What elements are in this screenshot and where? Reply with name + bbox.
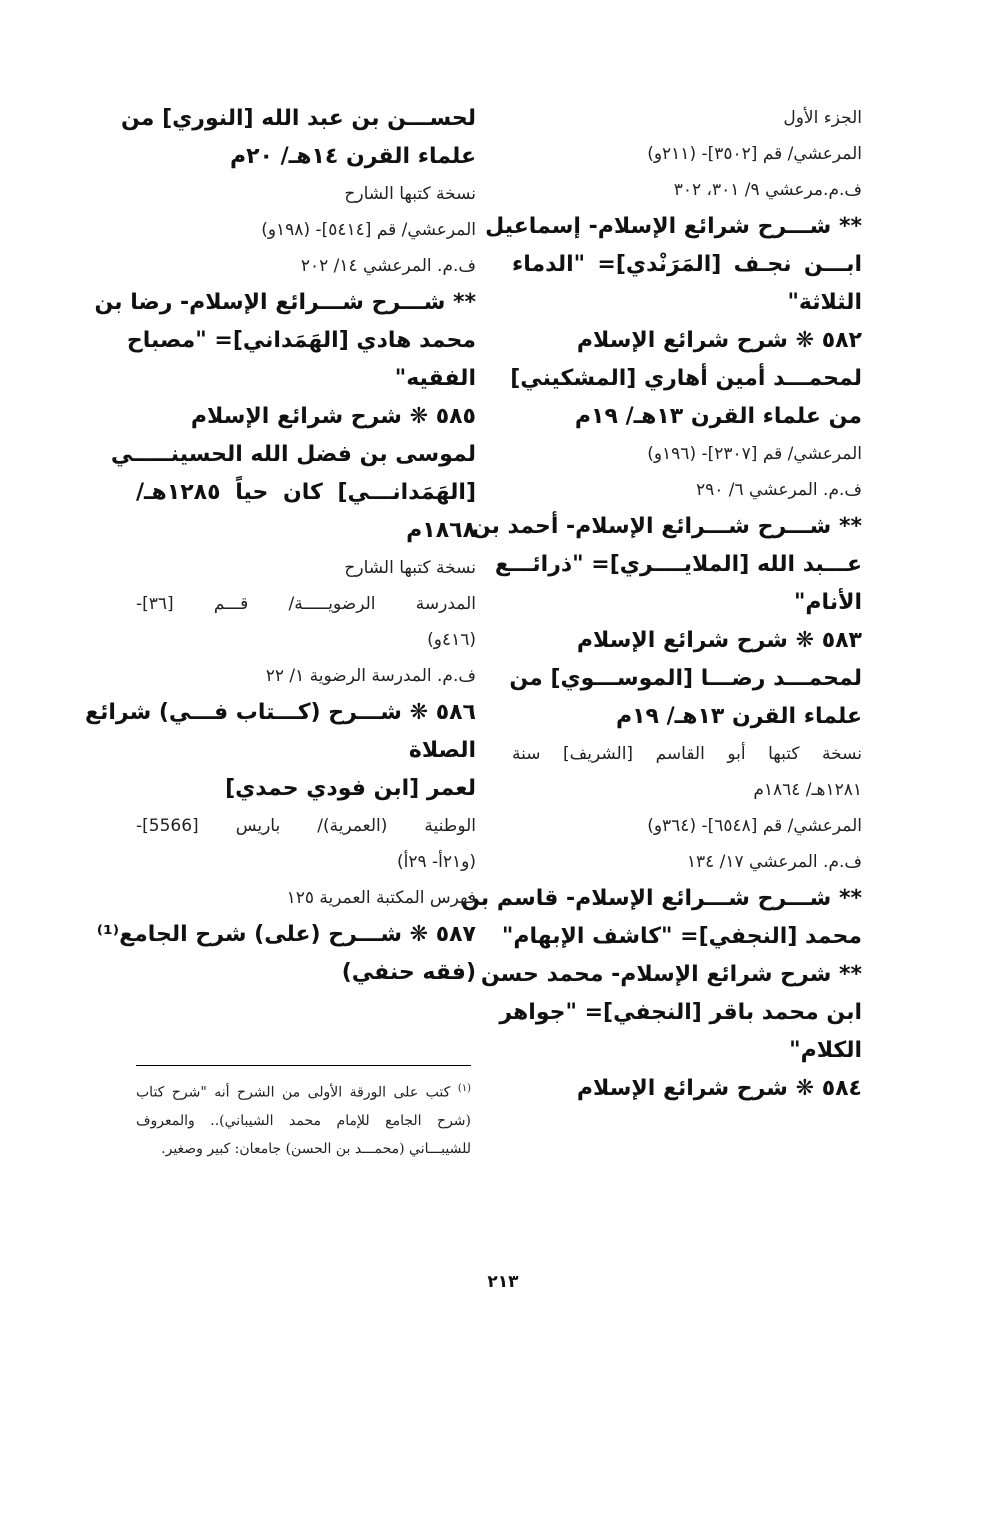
text-line: الجزء الأول: [783, 108, 862, 128]
text-line: الفقيه": [394, 366, 476, 391]
text-line: ف.م. المرعشي ٦/ ٢٩٠: [695, 480, 862, 500]
text-line: المرعشي/ قم [٦٥٤٨]- (٣٦٤و): [647, 816, 862, 836]
text-line: علماء القرن ١٤هـ/ ٢٠م: [230, 144, 476, 169]
text-line: ف.م. المدرسة الرضوية ١/ ٢٢: [265, 666, 476, 686]
text-line: ٥٨٤ ❋ شرح شرائع الإسلام: [576, 1076, 862, 1101]
text-line: ** شـــرح شـــرائع الإسلام- رضا بن: [94, 290, 476, 315]
text-line: ف.م.مرعشي ٩/ ٣٠١، ٣٠٢: [673, 180, 862, 200]
text-line: الكلام": [789, 1038, 862, 1063]
text-line: عـــبد الله [الملايــــري]= "ذرائـــع: [494, 552, 862, 577]
text-line: لموسى بن فضل الله الحسينـــــي: [110, 442, 476, 467]
text-line: الأنام": [793, 590, 862, 615]
text-line: المرعشي/ قم [٥٤١٤]- (١٩٨و): [261, 220, 476, 240]
footnote-separator: [136, 1065, 471, 1066]
footnote-marker: (١): [457, 1083, 471, 1094]
text-line: علماء القرن ١٣هـ/ ١٩م: [616, 704, 862, 729]
text-line: لمحمـــد أمين أهاري [المشكيني]: [510, 366, 862, 391]
text-line: لمحمـــد رضـــا [الموســـوي] من: [509, 666, 862, 691]
text-line: ** شرح شرائع الإسلام- محمد حسن: [480, 962, 862, 987]
text-line: نسخة كتبها أبو القاسم [الشريف] سنة: [512, 744, 862, 764]
text-line: ** شـــرح شـــرائع الإسلام- أحمد بن: [471, 514, 862, 539]
text-line: الثلاثة": [787, 290, 862, 315]
text-line: ** شـــرح شرائع الإسلام- إسماعيل: [485, 214, 862, 239]
text-line: المرعشي/ قم [٣٥٠٢]- (٢١١و): [647, 144, 862, 164]
text-line: ٥٨٢ ❋ شرح شرائع الإسلام: [576, 328, 862, 353]
text-line: نسخة كتبها الشارح: [344, 558, 476, 578]
text-line: فهرس المكتبة العمرية ١٢٥: [286, 888, 476, 908]
text-line: ٥٨٣ ❋ شرح شرائع الإسلام: [576, 628, 862, 653]
text-line: [الهَمَدانـــي] كان حياً ١٢٨٥هـ/: [136, 480, 476, 505]
text-line: المدرسة الرضويـــــة/ قـــم [٣٦]-: [136, 594, 476, 614]
left-column: [85, 100, 476, 992]
text-line: نسخة كتبها الشارح: [344, 184, 476, 204]
page-number: ٢١٣: [487, 1272, 519, 1292]
text-line: لعمر [ابن فودي حمدي]: [225, 776, 476, 801]
text-line: المرعشي/ قم [٢٣٠٧]- (١٩٦و): [647, 444, 862, 464]
footnote: [136, 1075, 471, 1163]
text-line: (و٢١أ- ٢٩أ): [397, 852, 476, 872]
text-line: (٤١٦و): [427, 630, 476, 650]
text-line: لحســـن بن عبد الله [النوري] من: [121, 106, 476, 131]
text-line: (فقه حنفي): [341, 960, 476, 985]
text-line: ٥٨٧ ❋ شـــرح (على) شرح الجامع⁽¹⁾: [96, 922, 476, 947]
right-column: [461, 100, 862, 1108]
text-line: محمد هادي [الهَمَداني]= "مصباح: [126, 328, 476, 353]
text-line: ابن محمد باقر [النجفي]= "جواهر: [499, 1000, 862, 1025]
text-line: ٥٨٦ ❋ شـــرح (كـــتاب فـــي) شرائع: [85, 700, 476, 725]
text-line: ف.م. المرعشي ١٧/ ١٣٤: [686, 852, 862, 872]
text-line: محمد [النجفي]= "كاشف الإبهام": [501, 924, 862, 949]
text-line: ١٨٦٨م: [406, 518, 476, 543]
footnote-text: كتب على الورقة الأولى من الشرح أنه "شرح كتاب (شرح الجامع للإمام محمد الشيباني).. والمعروف للشيبـــاني (محمـــد بن الحسن) جامعان: كبير وصغير.: [136, 1084, 471, 1157]
text-line: ** شـــرح شـــرائع الإسلام- قاسم بن: [461, 886, 862, 911]
text-line: ابـــن نجـف [المَرَنْدي]= "الدماء: [512, 252, 862, 277]
text-line: الوطنية (العمرية)/ باريس [5566]-: [136, 816, 476, 836]
text-line: الصلاة: [408, 738, 476, 763]
text-line: من علماء القرن ١٣هـ/ ١٩م: [574, 404, 862, 429]
text-line: ٥٨٥ ❋ شرح شرائع الإسلام: [190, 404, 476, 429]
text-line: ١٢٨١هـ/ ١٨٦٤م: [753, 780, 862, 800]
text-line: ف.م. المرعشي ١٤/ ٢٠٢: [300, 256, 476, 276]
